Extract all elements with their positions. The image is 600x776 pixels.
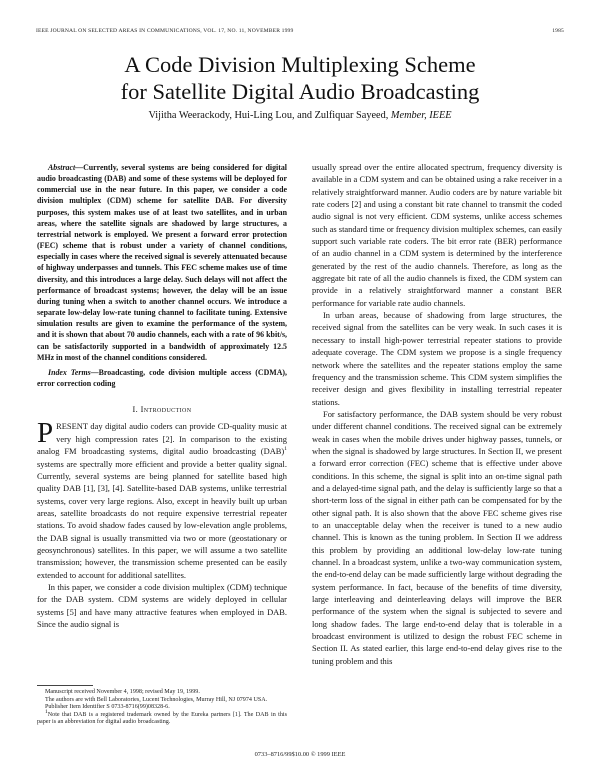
drop-cap: P (37, 417, 54, 450)
title-line-1: A Code Division Multiplexing Scheme (124, 52, 476, 77)
author-names: Vijitha Weerackody, Hui-Ling Lou, and Zulfiquar Sayeed, (148, 110, 389, 121)
footnote-dab-marker: 1 (45, 708, 48, 715)
right-column (312, 161, 562, 667)
section-title: Introduction (140, 405, 192, 415)
index-terms-label: Index Terms— (48, 367, 99, 377)
right-paragraph-2: In urban areas, because of shadowing from large structures, the received signal from the satellites can be very weak. In such cases it is necessary to install high-power terrestrial repeater stations to provide adequate coverage. The CDM system we propose is a single frequency network where the satellites and the repeater stations employ the same frequency and the transmission scheme. This CDM system simplifies the receiver design and gives flexibility in installing terrestrial repeater stations. (312, 310, 562, 407)
intro-paragraph-2: In this paper, we consider a code division multiplex (CDM) technique for the DAB system. CDM systems are widely deployed in cellular systems [5] and have many attractive features when employed in DAB. Since the audio signal is (37, 581, 287, 629)
footnote-rule (37, 685, 93, 686)
footnote-pii: Publisher Item Identifier S 0733-8716(99)08328-6. (45, 704, 170, 710)
footnote-affiliation: The authors are with Bell Laboratories, Lucent Technologies, Murray Hill, NJ 07974 USA. (45, 696, 268, 703)
footnote-marker: 1 (284, 446, 287, 453)
copyright-footer: 0733–8716/99$10.00 © 1999 IEEE (254, 751, 346, 758)
author-membership: Member, IEEE (390, 110, 452, 121)
abstract (37, 162, 287, 363)
left-column (37, 152, 287, 630)
page-number: 1985 (552, 28, 564, 34)
paper-title (36, 51, 564, 105)
author-line (36, 110, 564, 121)
footnote-dab-text: Note that DAB is a registered trademark owned by the Eureka partners [1]. The DAB in this paper is an abbreviation for digital audio broadcasting. (37, 711, 287, 726)
index-terms (37, 367, 287, 389)
section-number: I. (132, 405, 139, 415)
running-header (36, 28, 564, 38)
footnote-dab (37, 708, 287, 727)
right-paragraph-3: For satisfactory performance, the DAB system should be very robust under different channel conditions. The received signal can be extremely weak in cases when the mobile drives under highway passes, tunnels, or when the signal is shadowed by large structures. In Section II, we present a forward error correction (FEC) scheme that is effective under above conditions. In this scheme, the signal is split into an on-time signal path and a delayed-time signal path, and the delay is sufficiently large so that a short-term loss of the signal in either path can be compensated for by the other signal path. It is also shown that the above FEC scheme gives rise to an unacceptable delay when the receiver is tuned to a new audio channel. This is known as the tuning problem. In Section II we address this problem by providing an additional low-delay low-rate tuning channel. In a broadcast system, unlike a two-way communication system, the end-to-end delay can be made sufficiently large without degrading the system performance. In fact, because of the benefits of time diversity, large interleaving and deinterleaving delays will improve the BER performance of the system when the signal is subjected to severe and long shadow fades. The large end-to-end delay that is tolerable in a broadcast environment is utilized to design the robust FEC scheme in Section II. As stated earlier, this large end-to-end delay gives rise to the tuning problem and this (312, 408, 562, 666)
right-paragraph-1: usually spread over the entire allocated spectrum, frequency diversity is available in a CDM system and can be obtained using a rake receiver in a relatively straightforward manner. Audio coders are by nature variable bit rate coders [2] and using a constant bit rate channel to transmit the coded audio signal is not very efficient. CDM systems, unlike access schemes such as standard time or frequency division multiplex schemes, can easily support such variable rate coders. The bit error rate (BER) performance of an audio channel in a CDM system is determined by the interference generated by the rest of the audio channels. Therefore, as long as the aggregate bit rate of all the audio channels is fixed, the CDM system can provide in a relatively straightforward manner a constant BER performance for variable rate audio channels. (312, 162, 562, 308)
intro-p1-rest: systems are spectrally more efficient and provide a better quality signal. Currently, several systems are being planned for satellite based high quality DAB [1], [3], [4]. Satellite-based DAB systems, unlike terrestrial systems, cover very large regions. Also, except in heavily built up urban areas, satellite broadcasts do not require expensive terrestrial repeater stations. To avoid shadow fades caused by low-elevation angle problems, the DAB signal is usually transmitted via two or more (geostationary or geosynchronous) satellites. In this paper, we will assume a two satellite transmission; however, the transmission scheme presented can be easily extended to account for additional satellites. (37, 458, 287, 580)
section-heading (37, 404, 287, 416)
title-line-2: for Satellite Digital Audio Broadcasting (120, 79, 480, 104)
footnotes (37, 689, 287, 727)
intro-p1-lead: RESENT day digital audio coders can provide CD-quality music at very high compression rates [2]. In comparison to the existing analog FM broadcasting systems, digital audio broadcasting (DAB) (37, 421, 287, 457)
index-terms-text: Broadcasting, code division multiple access (CDMA), error correction coding (37, 367, 288, 388)
footnote-received: Manuscript received November 4, 1998; revised May 19, 1999. (45, 689, 200, 695)
abstract-label: Abstract— (48, 163, 84, 172)
journal-header: IEEE JOURNAL ON SELECTED AREAS IN COMMUNICATIONS, VOL. 17, NO. 11, NOVEMBER 1999 (36, 28, 294, 34)
abstract-text: Currently, several systems are being considered for digital audio broadcasting (DAB) and some of these systems will be deployed for commercial use in the near future. In this paper, we consider a code division multiplex (CDM) scheme for satellite DAB. For diversity purposes, this system makes use of at least two satellites, and in urban areas, where the satellite signals are shadowed by large structures, a terrestrial network is employed. We present a forward error protection (FEC) scheme that is robust under a variety of channel conditions, especially in cases where the received signal is severely attenuated because of highway underpasses and tunnels. This FEC scheme makes use of time diversity, and this introduces a large delay. Such delays will not affect the performance of broadcast systems; however, the delay will be an issue during tuning when a switch to another channel occurs. We introduce a separate low-delay low-rate tuning channel to facilitate tuning. Extensive simulation results are given to examine the performance of the system, and it is shown that about 70 audio channels, each with a rate of 96 kbit/s, can be satisfactorily supported in a bandwidth of approximately 12.5 MHz in most of the channel conditions considered. (37, 163, 287, 362)
intro-paragraph-1 (37, 417, 287, 580)
